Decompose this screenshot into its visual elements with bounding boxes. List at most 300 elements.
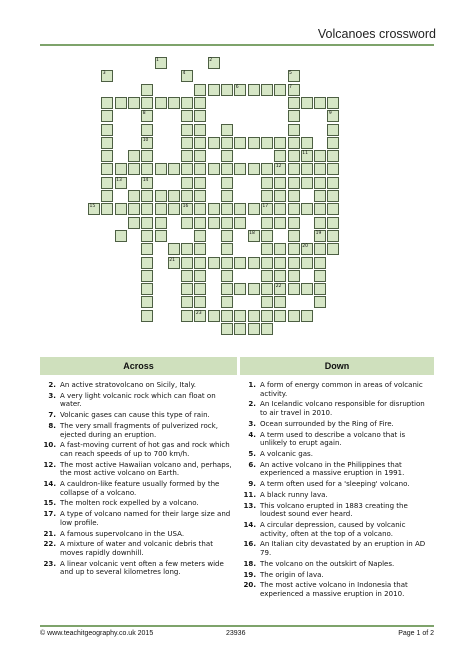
crossword-cell[interactable]	[155, 97, 167, 109]
crossword-cell[interactable]	[261, 296, 273, 308]
clue-text: A fast-moving current of hot gas and rock which can reach speeds of up to 700 km/h.	[60, 440, 230, 458]
down-clue-list	[240, 381, 434, 601]
crossword-cell[interactable]	[181, 97, 193, 109]
clue-text: The most active volcano in Indonesia that experienced a massive eruption in 2010.	[260, 580, 408, 598]
crossword-cell[interactable]	[301, 177, 313, 189]
crossword-cell[interactable]	[141, 243, 153, 255]
clue-text: The most active Hawaiian volcano and, perhaps, the most active volcano on Earth.	[60, 459, 232, 478]
crossword-cell[interactable]	[181, 137, 193, 149]
crossword-cell[interactable]	[248, 257, 260, 269]
footer-divider	[40, 625, 434, 627]
document-id: 23936	[226, 630, 246, 637]
crossword-cell[interactable]	[115, 230, 127, 242]
clue-text: A linear volcanic vent often a few meters wide and up to several kilometres long.	[60, 558, 224, 577]
crossword-cell[interactable]	[181, 190, 193, 202]
clue-number: 20	[302, 244, 309, 250]
crossword-cell[interactable]	[115, 97, 127, 109]
crossword-cell[interactable]	[314, 97, 326, 109]
crossword-cell[interactable]	[221, 243, 233, 255]
clue-text: Volcanic gases can cause this type of rain.	[60, 410, 210, 420]
across-clue	[40, 530, 237, 539]
crossword-cell[interactable]	[301, 310, 313, 322]
crossword-cell[interactable]	[288, 243, 300, 255]
across-clue	[40, 499, 237, 508]
crossword-cell[interactable]	[301, 283, 313, 295]
crossword-cell[interactable]	[314, 243, 326, 255]
clue-num: 3.	[48, 390, 56, 400]
clue-num: 1.	[248, 380, 256, 389]
crossword-cell[interactable]	[141, 257, 153, 269]
crossword-cell[interactable]	[314, 177, 326, 189]
crossword-cell[interactable]	[194, 283, 206, 295]
clue-number: 11	[302, 151, 309, 157]
clue-num: 11.	[243, 489, 256, 499]
crossword-cell[interactable]	[194, 84, 206, 96]
crossword-cell[interactable]	[261, 177, 273, 189]
down-clue	[240, 480, 434, 489]
crossword-cell[interactable]	[181, 310, 193, 322]
clue-text: An Italian city devastated by an eruption in AD 79.	[260, 539, 426, 557]
down-clue	[240, 450, 434, 459]
clue-number: 9	[328, 111, 332, 117]
clue-num: 9.	[248, 479, 256, 489]
crossword-cell[interactable]	[101, 177, 113, 189]
clue-num: 3.	[248, 418, 256, 428]
crossword-cell[interactable]	[261, 270, 273, 282]
crossword-cell[interactable]	[194, 270, 206, 282]
crossword-cell[interactable]	[314, 296, 326, 308]
crossword-cell[interactable]	[314, 217, 326, 229]
clue-num: 4.	[248, 429, 256, 439]
across-clue	[40, 510, 237, 527]
down-clue	[240, 420, 434, 429]
crossword-cell[interactable]	[248, 323, 260, 335]
clue-number: 3	[102, 71, 106, 77]
clue-number: 1	[156, 58, 159, 63]
crossword-cell[interactable]	[288, 190, 300, 202]
crossword-cell[interactable]	[327, 124, 339, 136]
crossword-cell[interactable]	[221, 257, 233, 269]
crossword-cell[interactable]	[168, 203, 180, 215]
clue-number: 7	[289, 84, 292, 90]
crossword-cell[interactable]	[221, 84, 233, 96]
crossword-cell[interactable]	[234, 203, 246, 215]
crossword-cell[interactable]	[261, 217, 273, 229]
crossword-cell[interactable]	[274, 84, 286, 96]
crossword-cell[interactable]	[288, 257, 300, 269]
clue-text: The very small fragments of pulverized rock, ejected during an eruption.	[60, 420, 218, 439]
crossword-cell[interactable]	[288, 163, 300, 175]
crossword-cell[interactable]	[221, 124, 233, 136]
crossword-cell[interactable]	[234, 283, 246, 295]
crossword-cell[interactable]	[274, 243, 286, 255]
clue-number: 17	[262, 204, 269, 210]
clue-number: 10	[142, 137, 149, 143]
crossword-cell[interactable]	[141, 270, 153, 282]
clue-text: A term used to describe a volcano that is unlikely to erupt again.	[260, 429, 406, 448]
crossword-cell[interactable]	[194, 217, 206, 229]
crossword-cell[interactable]	[221, 163, 233, 175]
across-clue	[40, 422, 237, 439]
crossword-cell[interactable]	[234, 137, 246, 149]
crossword-cell[interactable]	[314, 150, 326, 162]
crossword-cell[interactable]	[288, 110, 300, 122]
down-clue	[240, 381, 434, 398]
crossword-cell[interactable]	[261, 323, 273, 335]
across-clue	[40, 480, 237, 497]
crossword-cell[interactable]	[234, 163, 246, 175]
crossword-cell[interactable]	[274, 296, 286, 308]
crossword-cell[interactable]	[234, 323, 246, 335]
across-clue	[40, 381, 237, 390]
crossword-cell[interactable]	[141, 150, 153, 162]
clue-text: An active stratovolcano on Sicily, Italy.	[60, 380, 196, 389]
crossword-cell[interactable]	[274, 177, 286, 189]
crossword-cell[interactable]	[194, 97, 206, 109]
crossword-cell[interactable]	[208, 203, 220, 215]
clue-text: A very light volcanic rock which can float on water.	[60, 390, 216, 409]
crossword-cell[interactable]	[181, 270, 193, 282]
clue-num: 18.	[243, 558, 256, 568]
crossword-cell[interactable]	[141, 97, 153, 109]
across-clue	[40, 411, 237, 420]
clue-text: A volcanic gas.	[260, 448, 313, 458]
across-clue	[40, 392, 237, 409]
crossword-cell[interactable]	[234, 257, 246, 269]
crossword-cell[interactable]	[248, 310, 260, 322]
clue-number: 18	[249, 230, 255, 236]
clue-number: 2	[209, 58, 213, 63]
clue-number: 5	[289, 71, 292, 77]
crossword-cell[interactable]	[101, 163, 113, 175]
crossword-cell[interactable]	[155, 203, 167, 215]
crossword-cell[interactable]	[208, 163, 220, 175]
down-clue	[240, 431, 434, 448]
crossword-cell[interactable]	[194, 203, 206, 215]
clue-number: 8	[142, 111, 146, 117]
crossword-cell[interactable]	[327, 230, 339, 242]
down-clue	[240, 521, 434, 538]
crossword-cell[interactable]	[181, 177, 193, 189]
crossword-cell[interactable]	[314, 203, 326, 215]
clue-num: 16.	[243, 539, 256, 549]
crossword-cell[interactable]	[261, 283, 273, 295]
crossword-cell[interactable]	[327, 137, 339, 149]
clue-text: A circular depression, caused by volcanic activity, often at the top of a volcano.	[260, 520, 406, 538]
crossword-cell[interactable]	[181, 283, 193, 295]
crossword-cell[interactable]	[141, 283, 153, 295]
crossword-cell[interactable]	[141, 163, 153, 175]
crossword-cell[interactable]	[288, 283, 300, 295]
crossword-cell[interactable]	[261, 257, 273, 269]
clue-num: 2.	[48, 380, 56, 389]
across-clue	[40, 560, 237, 577]
crossword-cell[interactable]	[221, 177, 233, 189]
crossword-cell[interactable]	[261, 84, 273, 96]
crossword-cell[interactable]	[288, 217, 300, 229]
clue-text: Ocean surrounded by the Ring of Fire.	[260, 418, 394, 428]
crossword-cell[interactable]	[301, 203, 313, 215]
down-clue	[240, 400, 434, 417]
crossword-cell[interactable]	[288, 203, 300, 215]
crossword-cell[interactable]	[128, 203, 140, 215]
crossword-cell[interactable]	[234, 310, 246, 322]
crossword-cell[interactable]	[194, 296, 206, 308]
clue-number: 14	[142, 177, 149, 183]
crossword-cell[interactable]	[181, 257, 193, 269]
crossword-cell[interactable]	[208, 137, 220, 149]
crossword-cell[interactable]	[128, 217, 140, 229]
crossword-cell[interactable]	[327, 177, 339, 189]
crossword-cell[interactable]	[274, 137, 286, 149]
crossword-cell[interactable]	[301, 163, 313, 175]
crossword-cell[interactable]	[194, 190, 206, 202]
crossword-cell[interactable]	[248, 84, 260, 96]
crossword-cell[interactable]	[274, 257, 286, 269]
clue-number: 22	[275, 284, 282, 290]
crossword-cell[interactable]	[314, 257, 326, 269]
crossword-cell[interactable]	[208, 310, 220, 322]
crossword-cell[interactable]	[221, 283, 233, 295]
clue-num: 20.	[243, 580, 256, 590]
crossword-cell[interactable]	[327, 97, 339, 109]
crossword-cell[interactable]	[141, 84, 153, 96]
crossword-cell[interactable]	[261, 163, 273, 175]
across-clue	[40, 441, 237, 458]
crossword-cell[interactable]	[181, 243, 193, 255]
crossword-cell[interactable]	[288, 150, 300, 162]
clue-num: 15.	[43, 498, 56, 508]
clue-num: 10.	[43, 440, 56, 450]
crossword-cell[interactable]	[221, 150, 233, 162]
crossword-cell[interactable]	[208, 257, 220, 269]
crossword-cell[interactable]	[155, 190, 167, 202]
clue-num: 14.	[243, 520, 256, 529]
crossword-cell[interactable]	[221, 323, 233, 335]
crossword-cell[interactable]	[128, 97, 140, 109]
crossword-cell[interactable]	[115, 163, 127, 175]
crossword-cell[interactable]	[181, 296, 193, 308]
clue-num: 17.	[43, 509, 56, 519]
down-clue	[240, 571, 434, 580]
crossword-cell[interactable]	[221, 230, 233, 242]
clue-text: A black runny lava.	[260, 489, 328, 499]
clue-number: 23	[195, 310, 202, 316]
crossword-cell[interactable]	[314, 283, 326, 295]
crossword-cell[interactable]	[141, 190, 153, 202]
crossword-cell[interactable]	[181, 217, 193, 229]
down-clue	[240, 560, 434, 569]
crossword-cell[interactable]	[221, 270, 233, 282]
clue-num: 12.	[43, 459, 56, 469]
clue-number: 19	[315, 230, 322, 236]
crossword-cell[interactable]	[314, 190, 326, 202]
crossword-cell[interactable]	[155, 230, 167, 242]
crossword-cell[interactable]	[101, 110, 113, 122]
clue-num: 7.	[48, 410, 56, 420]
clue-num: 5.	[248, 448, 256, 458]
crossword-cell[interactable]	[115, 203, 127, 215]
down-clue	[240, 491, 434, 500]
clue-text: An active volcano in the Philippines that experienced a massive eruption in 1991.	[260, 459, 405, 478]
crossword-cell[interactable]	[181, 163, 193, 175]
crossword-cell[interactable]	[248, 203, 260, 215]
crossword-cell[interactable]	[274, 190, 286, 202]
crossword-cell[interactable]	[261, 137, 273, 149]
clue-num: 22.	[43, 539, 56, 549]
crossword-cell[interactable]	[301, 97, 313, 109]
crossword-cell[interactable]	[327, 150, 339, 162]
crossword-cell[interactable]	[288, 177, 300, 189]
crossword-cell[interactable]	[194, 150, 206, 162]
across-clue	[40, 461, 237, 478]
down-clue	[240, 461, 434, 478]
clue-num: 8.	[48, 420, 56, 430]
crossword-cell[interactable]	[261, 190, 273, 202]
crossword-cell[interactable]	[168, 190, 180, 202]
crossword-cell[interactable]	[301, 137, 313, 149]
clue-number: 12	[275, 164, 282, 170]
crossword-cell[interactable]	[327, 190, 339, 202]
clue-text: A term often used for a 'sleeping' volcano.	[260, 479, 410, 489]
crossword-cell[interactable]	[101, 137, 113, 149]
crossword-cell[interactable]	[301, 257, 313, 269]
crossword-cell[interactable]	[221, 217, 233, 229]
crossword-cell[interactable]	[288, 124, 300, 136]
crossword-cell[interactable]	[128, 150, 140, 162]
crossword-cell[interactable]	[168, 97, 180, 109]
crossword-cell[interactable]	[194, 177, 206, 189]
crossword-cell[interactable]	[274, 150, 286, 162]
crossword-cell[interactable]	[327, 243, 339, 255]
clue-num: 23.	[43, 558, 56, 568]
clue-num: 19.	[243, 569, 256, 579]
crossword-cell[interactable]	[141, 230, 153, 242]
crossword-cell[interactable]	[327, 203, 339, 215]
crossword-cell[interactable]	[168, 163, 180, 175]
crossword-cell[interactable]	[274, 310, 286, 322]
crossword-cell[interactable]	[261, 310, 273, 322]
crossword-cell[interactable]	[194, 243, 206, 255]
crossword-cell[interactable]	[141, 217, 153, 229]
crossword-cell[interactable]	[194, 163, 206, 175]
crossword-cell[interactable]	[208, 84, 220, 96]
crossword-cell[interactable]	[248, 137, 260, 149]
crossword-cell[interactable]	[221, 203, 233, 215]
crossword-cell[interactable]	[181, 150, 193, 162]
clue-num: 6.	[248, 459, 256, 469]
crossword-cell[interactable]	[141, 124, 153, 136]
clue-num: 14.	[43, 479, 56, 489]
crossword-cell[interactable]	[101, 124, 113, 136]
crossword-cell[interactable]	[314, 270, 326, 282]
page-title: Volcanoes crossword	[317, 27, 436, 41]
clue-number: 15	[89, 204, 96, 210]
crossword-cell[interactable]	[288, 230, 300, 242]
crossword-cell[interactable]	[194, 257, 206, 269]
crossword-cell[interactable]	[288, 310, 300, 322]
crossword-cell[interactable]	[221, 296, 233, 308]
down-clue	[240, 502, 434, 519]
clue-text: A cauldron-like feature usually formed by the collapse of a volcano.	[60, 479, 220, 497]
crossword-cell[interactable]	[248, 163, 260, 175]
clue-text: A form of energy common in areas of volcanic activity.	[260, 380, 423, 398]
crossword-cell[interactable]	[274, 217, 286, 229]
clue-number: 4	[182, 71, 186, 77]
crossword-cell[interactable]	[194, 230, 206, 242]
down-heading: Down	[240, 357, 434, 375]
across-clue-list	[40, 381, 237, 579]
crossword-cell[interactable]	[194, 137, 206, 149]
down-clue	[240, 581, 434, 598]
crossword-cell[interactable]	[128, 190, 140, 202]
crossword-cell[interactable]	[101, 150, 113, 162]
crossword-cell[interactable]	[168, 243, 180, 255]
page-number: Page 1 of 2	[398, 630, 434, 637]
crossword-cell[interactable]	[181, 124, 193, 136]
crossword-cell[interactable]	[288, 137, 300, 149]
crossword-cell[interactable]	[221, 190, 233, 202]
clue-text: This volcano erupted in 1883 creating the loudest sound ever heard.	[260, 500, 408, 519]
clue-text: A famous supervolcano in the USA.	[60, 528, 185, 538]
crossword-cell[interactable]	[141, 310, 153, 322]
crossword-cell[interactable]	[234, 217, 246, 229]
crossword-cell[interactable]	[327, 217, 339, 229]
crossword-cell[interactable]	[101, 190, 113, 202]
crossword-cell[interactable]	[221, 310, 233, 322]
crossword-cell[interactable]	[194, 110, 206, 122]
crossword-cell[interactable]	[155, 163, 167, 175]
clue-number: 16	[182, 204, 189, 210]
crossword-cell[interactable]	[261, 230, 273, 242]
clue-number: 13	[116, 177, 122, 183]
crossword-cell[interactable]	[141, 203, 153, 215]
copyright-text: © www.teachitgeography.co.uk 2015	[40, 630, 154, 637]
crossword-cell[interactable]	[314, 163, 326, 175]
crossword-cell[interactable]	[274, 270, 286, 282]
down-clue	[240, 540, 434, 557]
across-clue	[40, 540, 237, 557]
clue-text: A type of volcano named for their large size and low profile.	[60, 509, 231, 527]
clue-text: A mixture of water and volcanic debris that moves rapidly downhill.	[60, 539, 213, 557]
clue-text: The origin of lava.	[260, 569, 324, 579]
across-heading: Across	[40, 357, 237, 375]
crossword-cell[interactable]	[181, 110, 193, 122]
crossword-cell[interactable]	[261, 243, 273, 255]
clue-text: The volcano on the outskirt of Naples.	[260, 558, 395, 568]
crossword-cell[interactable]	[101, 203, 113, 215]
crossword-cell[interactable]	[288, 270, 300, 282]
clue-num: 13.	[243, 500, 256, 510]
crossword-cell[interactable]	[194, 124, 206, 136]
crossword-cell[interactable]	[155, 217, 167, 229]
clue-num: 21.	[43, 528, 56, 538]
crossword-cell[interactable]	[101, 97, 113, 109]
clue-text: An Icelandic volcano responsible for disruption to air travel in 2010.	[260, 399, 425, 417]
crossword-cell[interactable]	[221, 137, 233, 149]
clue-num: 2.	[248, 399, 256, 409]
clue-text: The molten rock expelled by a volcano.	[60, 498, 199, 508]
crossword-cell[interactable]	[208, 217, 220, 229]
clue-number: 6	[235, 84, 239, 90]
crossword-cell[interactable]	[141, 296, 153, 308]
clue-number: 21	[169, 257, 176, 263]
crossword-cell[interactable]	[274, 203, 286, 215]
crossword-cell[interactable]	[288, 97, 300, 109]
crossword-cell[interactable]	[248, 283, 260, 295]
crossword-cell[interactable]	[128, 163, 140, 175]
crossword-cell[interactable]	[327, 163, 339, 175]
